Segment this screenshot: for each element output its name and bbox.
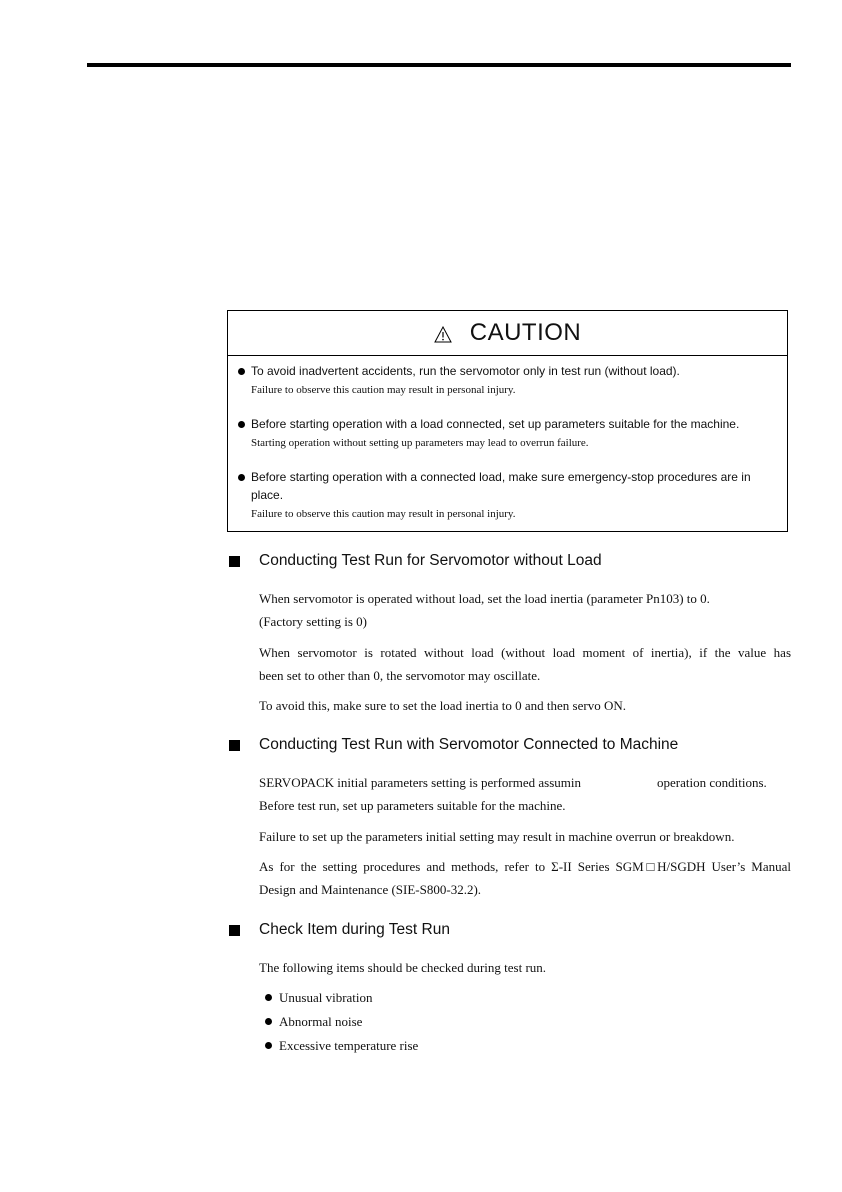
section-heading: Conducting Test Run with Servomotor Connected to Machine: [259, 736, 679, 753]
check-item: Unusual vibration: [279, 990, 373, 1005]
check-item: Excessive temperature rise: [279, 1038, 419, 1053]
caution-text: To avoid inadvertent accidents, run the servomotor only in test run (without load).: [251, 364, 680, 378]
paragraph: (Factory setting is 0): [259, 614, 367, 629]
paragraph: As for the setting procedures and methods, refer to Σ-II Series SGM□H/SGDH User’s Manual: [259, 859, 791, 874]
paragraph-text: SERVOPACK initial parameters setting is performed assumin: [259, 775, 581, 790]
bullet-icon: [238, 368, 245, 375]
bullet-icon: [238, 474, 245, 481]
header-rule: [87, 63, 791, 67]
caution-note: Starting operation without setting up parameters may lead to overrun failure.: [251, 437, 589, 449]
caution-title: CAUTION: [469, 319, 582, 346]
paragraph: been set to other than 0, the servomotor may oscillate.: [259, 668, 541, 683]
bullet-icon: [265, 994, 272, 1001]
caution-text: Before starting operation with a load connected, set up parameters suitable for the machine.: [251, 417, 740, 431]
section-marker-icon: [229, 556, 240, 567]
paragraph: Design and Maintenance (SIE-S800-32.2).: [259, 882, 482, 897]
caution-text: Before starting operation with a connected load, make sure emergency-stop procedures are in: [251, 470, 751, 484]
bullet-icon: [265, 1042, 272, 1049]
paragraph: When servomotor is rotated without load (without load moment of inertia), if the value has: [259, 645, 791, 660]
paragraph: [259, 774, 791, 791]
caution-box: [227, 310, 788, 532]
section-marker-icon: [229, 740, 240, 751]
section-heading: Conducting Test Run for Servomotor without Load: [259, 552, 602, 569]
warning-triangle-icon: [434, 326, 452, 343]
paragraph: The following items should be checked during test run.: [259, 960, 547, 975]
section-marker-icon: [229, 925, 240, 936]
caution-text: place.: [251, 488, 284, 502]
check-item: Abnormal noise: [279, 1014, 363, 1029]
bullet-icon: [265, 1018, 272, 1025]
caution-note: Failure to observe this caution may result in personal injury.: [251, 384, 516, 396]
paragraph: Failure to set up the parameters initial setting may result in machine overrun or breakdown.: [259, 829, 735, 844]
paragraph: Before test run, set up parameters suitable for the machine.: [259, 798, 566, 813]
section-heading: Check Item during Test Run: [259, 921, 450, 938]
bullet-icon: [238, 421, 245, 428]
caution-note: Failure to observe this caution may result in personal injury.: [251, 508, 516, 520]
paragraph-text: operation conditions.: [657, 775, 767, 790]
caution-header: [228, 311, 787, 356]
paragraph: To avoid this, make sure to set the load inertia to 0 and then servo ON.: [259, 698, 626, 713]
paragraph: When servomotor is operated without load, set the load inertia (parameter Pn103) to 0.: [259, 591, 710, 606]
